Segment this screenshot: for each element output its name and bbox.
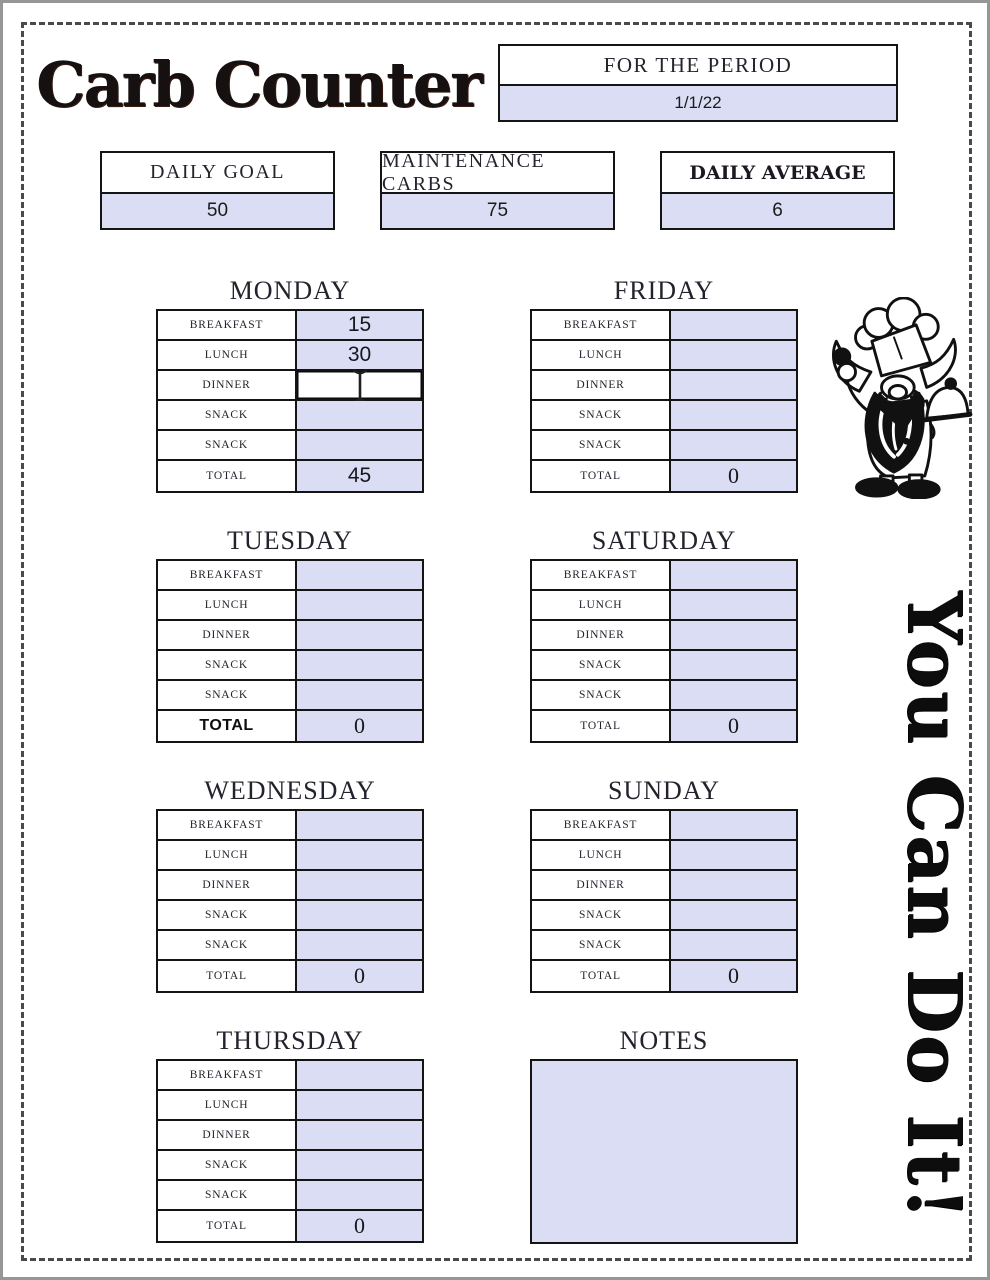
meal-label-snack: SNACK [158,401,297,429]
meal-label-snack: SNACK [158,1181,297,1209]
meal-label-total: TOTAL [158,461,297,491]
meal-label-snack: SNACK [532,401,671,429]
saturday-snack1-value-cell[interactable] [671,651,796,679]
wednesday-lunch-value-cell[interactable] [297,841,422,869]
table-row [158,711,422,741]
day-table-tuesday [156,559,424,743]
meal-label-breakfast: BREAKFAST [158,1061,297,1089]
table-row [158,811,422,841]
table-row [158,371,422,401]
day-section-sunday [530,773,798,993]
maintenance-carbs-box [380,151,615,230]
day-title-monday: MONDAY [229,276,351,305]
table-row [158,341,422,371]
table-row [158,1151,422,1181]
meal-label-breakfast: BREAKFAST [532,811,671,839]
monday-snack1-value-cell[interactable] [297,401,422,429]
tuesday-total-value-cell[interactable]: 0 [297,711,422,741]
wednesday-total-value-cell[interactable]: 0 [297,961,422,991]
day-title-sunday: SUNDAY [608,776,720,805]
table-row [158,1211,422,1241]
meal-label-dinner: DINNER [158,371,297,399]
table-row [532,461,796,491]
meal-label-snack: SNACK [158,931,297,959]
day-table-sunday [530,809,798,993]
table-row [158,621,422,651]
daily-goal-value-cell[interactable]: 50 [102,194,333,228]
table-row [158,901,422,931]
sunday-breakfast-value-cell[interactable] [671,811,796,839]
monday-breakfast-value-cell[interactable]: 15 [297,311,422,339]
daily-goal-box [100,151,335,230]
meal-label-lunch: LUNCH [158,341,297,369]
wednesday-breakfast-value-cell[interactable] [297,811,422,839]
table-row [532,431,796,461]
monday-snack2-value-cell[interactable] [297,431,422,459]
day-title-saturday: SATURDAY [591,526,737,555]
thursday-snack2-value-cell[interactable] [297,1181,422,1209]
sunday-lunch-value-cell[interactable] [671,841,796,869]
maintenance-carbs-label: MAINTENANCE CARBS [382,153,613,194]
daily-goal-label: DAILY GOAL [102,153,333,194]
thursday-total-value-cell[interactable]: 0 [297,1211,422,1241]
wednesday-snack2-value-cell[interactable] [297,931,422,959]
table-row [532,961,796,991]
friday-total-value-cell[interactable]: 0 [671,461,796,491]
table-row [158,931,422,961]
meal-label-lunch: LUNCH [532,841,671,869]
wednesday-snack1-value-cell[interactable] [297,901,422,929]
meal-label-dinner: DINNER [158,1121,297,1149]
day-section-wednesday [156,773,424,993]
meal-label-breakfast: BREAKFAST [158,811,297,839]
day-table-wednesday [156,809,424,993]
friday-snack2-value-cell[interactable] [671,431,796,459]
day-table-thursday [156,1059,424,1243]
table-row [158,961,422,991]
meal-label-dinner: DINNER [532,621,671,649]
thursday-dinner-value-cell[interactable] [297,1121,422,1149]
motivation-text: You Can Do It! [891,590,977,1222]
meal-label-breakfast: BREAKFAST [532,311,671,339]
notes-input-area[interactable] [530,1059,798,1244]
table-row [158,841,422,871]
table-row [532,931,796,961]
day-table-saturday [530,559,798,743]
chef-gnome-icon [815,297,973,499]
sunday-snack1-value-cell[interactable] [671,901,796,929]
wednesday-dinner-value-cell[interactable] [297,871,422,899]
saturday-lunch-value-cell[interactable] [671,591,796,619]
daily-average-label: DAILY AVERAGE [662,153,893,194]
meal-label-total-bold: TOTAL [158,711,297,741]
table-row [158,871,422,901]
table-row [158,1091,422,1121]
table-row [532,681,796,711]
meal-label-snack: SNACK [532,651,671,679]
saturday-dinner-value-cell[interactable] [671,621,796,649]
meal-label-total: TOTAL [532,711,671,741]
meal-label-breakfast: BREAKFAST [158,561,297,589]
monday-lunch-value-cell[interactable]: 30 [297,341,422,369]
period-label: FOR THE PERIOD [500,46,896,86]
day-title-tuesday: TUESDAY [227,526,353,555]
table-row [532,841,796,871]
day-title-wednesday: WEDNESDAY [204,776,376,805]
day-section-saturday [530,523,798,743]
table-row [532,371,796,401]
table-row [532,621,796,651]
meal-label-lunch: LUNCH [158,841,297,869]
table-row [158,1121,422,1151]
meal-label-dinner: DINNER [532,371,671,399]
table-row [532,341,796,371]
day-table-monday [156,309,424,493]
table-row [158,561,422,591]
table-row [158,401,422,431]
table-row [532,651,796,681]
meal-label-lunch: LUNCH [532,591,671,619]
meal-label-snack: SNACK [158,901,297,929]
tuesday-dinner-value-cell[interactable] [297,621,422,649]
meal-label-snack: SNACK [532,931,671,959]
friday-dinner-value-cell[interactable] [671,371,796,399]
meal-label-lunch: LUNCH [158,591,297,619]
thursday-snack1-value-cell[interactable] [297,1151,422,1179]
day-section-monday [156,273,424,493]
tuesday-breakfast-value-cell[interactable] [297,561,422,589]
sunday-total-value-cell[interactable]: 0 [671,961,796,991]
tuesday-snack1-value-cell[interactable] [297,651,422,679]
table-row [158,1061,422,1091]
thursday-lunch-value-cell[interactable] [297,1091,422,1119]
sunday-dinner-value-cell[interactable] [671,871,796,899]
tuesday-snack2-value-cell[interactable] [297,681,422,709]
notes-title: NOTES [619,1026,709,1055]
day-title-friday: FRIDAY [613,276,715,305]
text-cursor-icon [350,368,370,406]
day-title-thursday: THURSDAY [216,1026,364,1055]
meal-label-total: TOTAL [158,1211,297,1241]
monday-total-value-cell[interactable]: 45 [297,461,422,491]
table-row [158,1181,422,1211]
tuesday-lunch-value-cell[interactable] [297,591,422,619]
meal-label-breakfast: BREAKFAST [158,311,297,339]
saturday-total-value-cell[interactable]: 0 [671,711,796,741]
table-row [158,461,422,491]
table-row [532,401,796,431]
sunday-snack2-value-cell[interactable] [671,931,796,959]
meal-label-snack: SNACK [158,431,297,459]
meal-label-snack: SNACK [532,901,671,929]
table-row [532,871,796,901]
table-row [532,811,796,841]
table-row [158,681,422,711]
meal-label-total: TOTAL [532,461,671,491]
meal-label-snack: SNACK [158,651,297,679]
meal-label-total: TOTAL [158,961,297,991]
table-row [158,591,422,621]
day-section-tuesday [156,523,424,743]
meal-label-lunch: LUNCH [158,1091,297,1119]
monday-dinner-value-cell-active[interactable] [297,371,422,399]
meal-label-dinner: DINNER [158,871,297,899]
meal-label-breakfast: BREAKFAST [532,561,671,589]
saturday-breakfast-value-cell[interactable] [671,561,796,589]
meal-label-total: TOTAL [532,961,671,991]
day-table-friday [530,309,798,493]
day-section-friday [530,273,798,493]
meal-label-dinner: DINNER [532,871,671,899]
table-row [532,311,796,341]
daily-average-box [660,151,895,230]
meal-label-snack: SNACK [158,681,297,709]
table-row [158,651,422,681]
meal-label-lunch: LUNCH [532,341,671,369]
table-row [532,901,796,931]
friday-lunch-value-cell[interactable] [671,341,796,369]
period-value-cell[interactable]: 1/1/22 [500,86,896,120]
table-row [532,711,796,741]
saturday-snack2-value-cell[interactable] [671,681,796,709]
table-row [158,311,422,341]
meal-label-snack: SNACK [158,1151,297,1179]
meal-label-dinner: DINNER [158,621,297,649]
friday-snack1-value-cell[interactable] [671,401,796,429]
meal-label-snack: SNACK [532,431,671,459]
table-row [532,561,796,591]
table-row [158,431,422,461]
meal-label-snack: SNACK [532,681,671,709]
period-box [498,44,898,122]
notes-section [530,1023,798,1244]
table-row [532,591,796,621]
thursday-breakfast-value-cell[interactable] [297,1061,422,1089]
maintenance-carbs-value-cell[interactable]: 75 [382,194,613,228]
daily-average-value-cell[interactable]: 6 [662,194,893,228]
friday-breakfast-value-cell[interactable] [671,311,796,339]
day-section-thursday [156,1023,424,1243]
page-title: Carb Counter [36,47,481,121]
